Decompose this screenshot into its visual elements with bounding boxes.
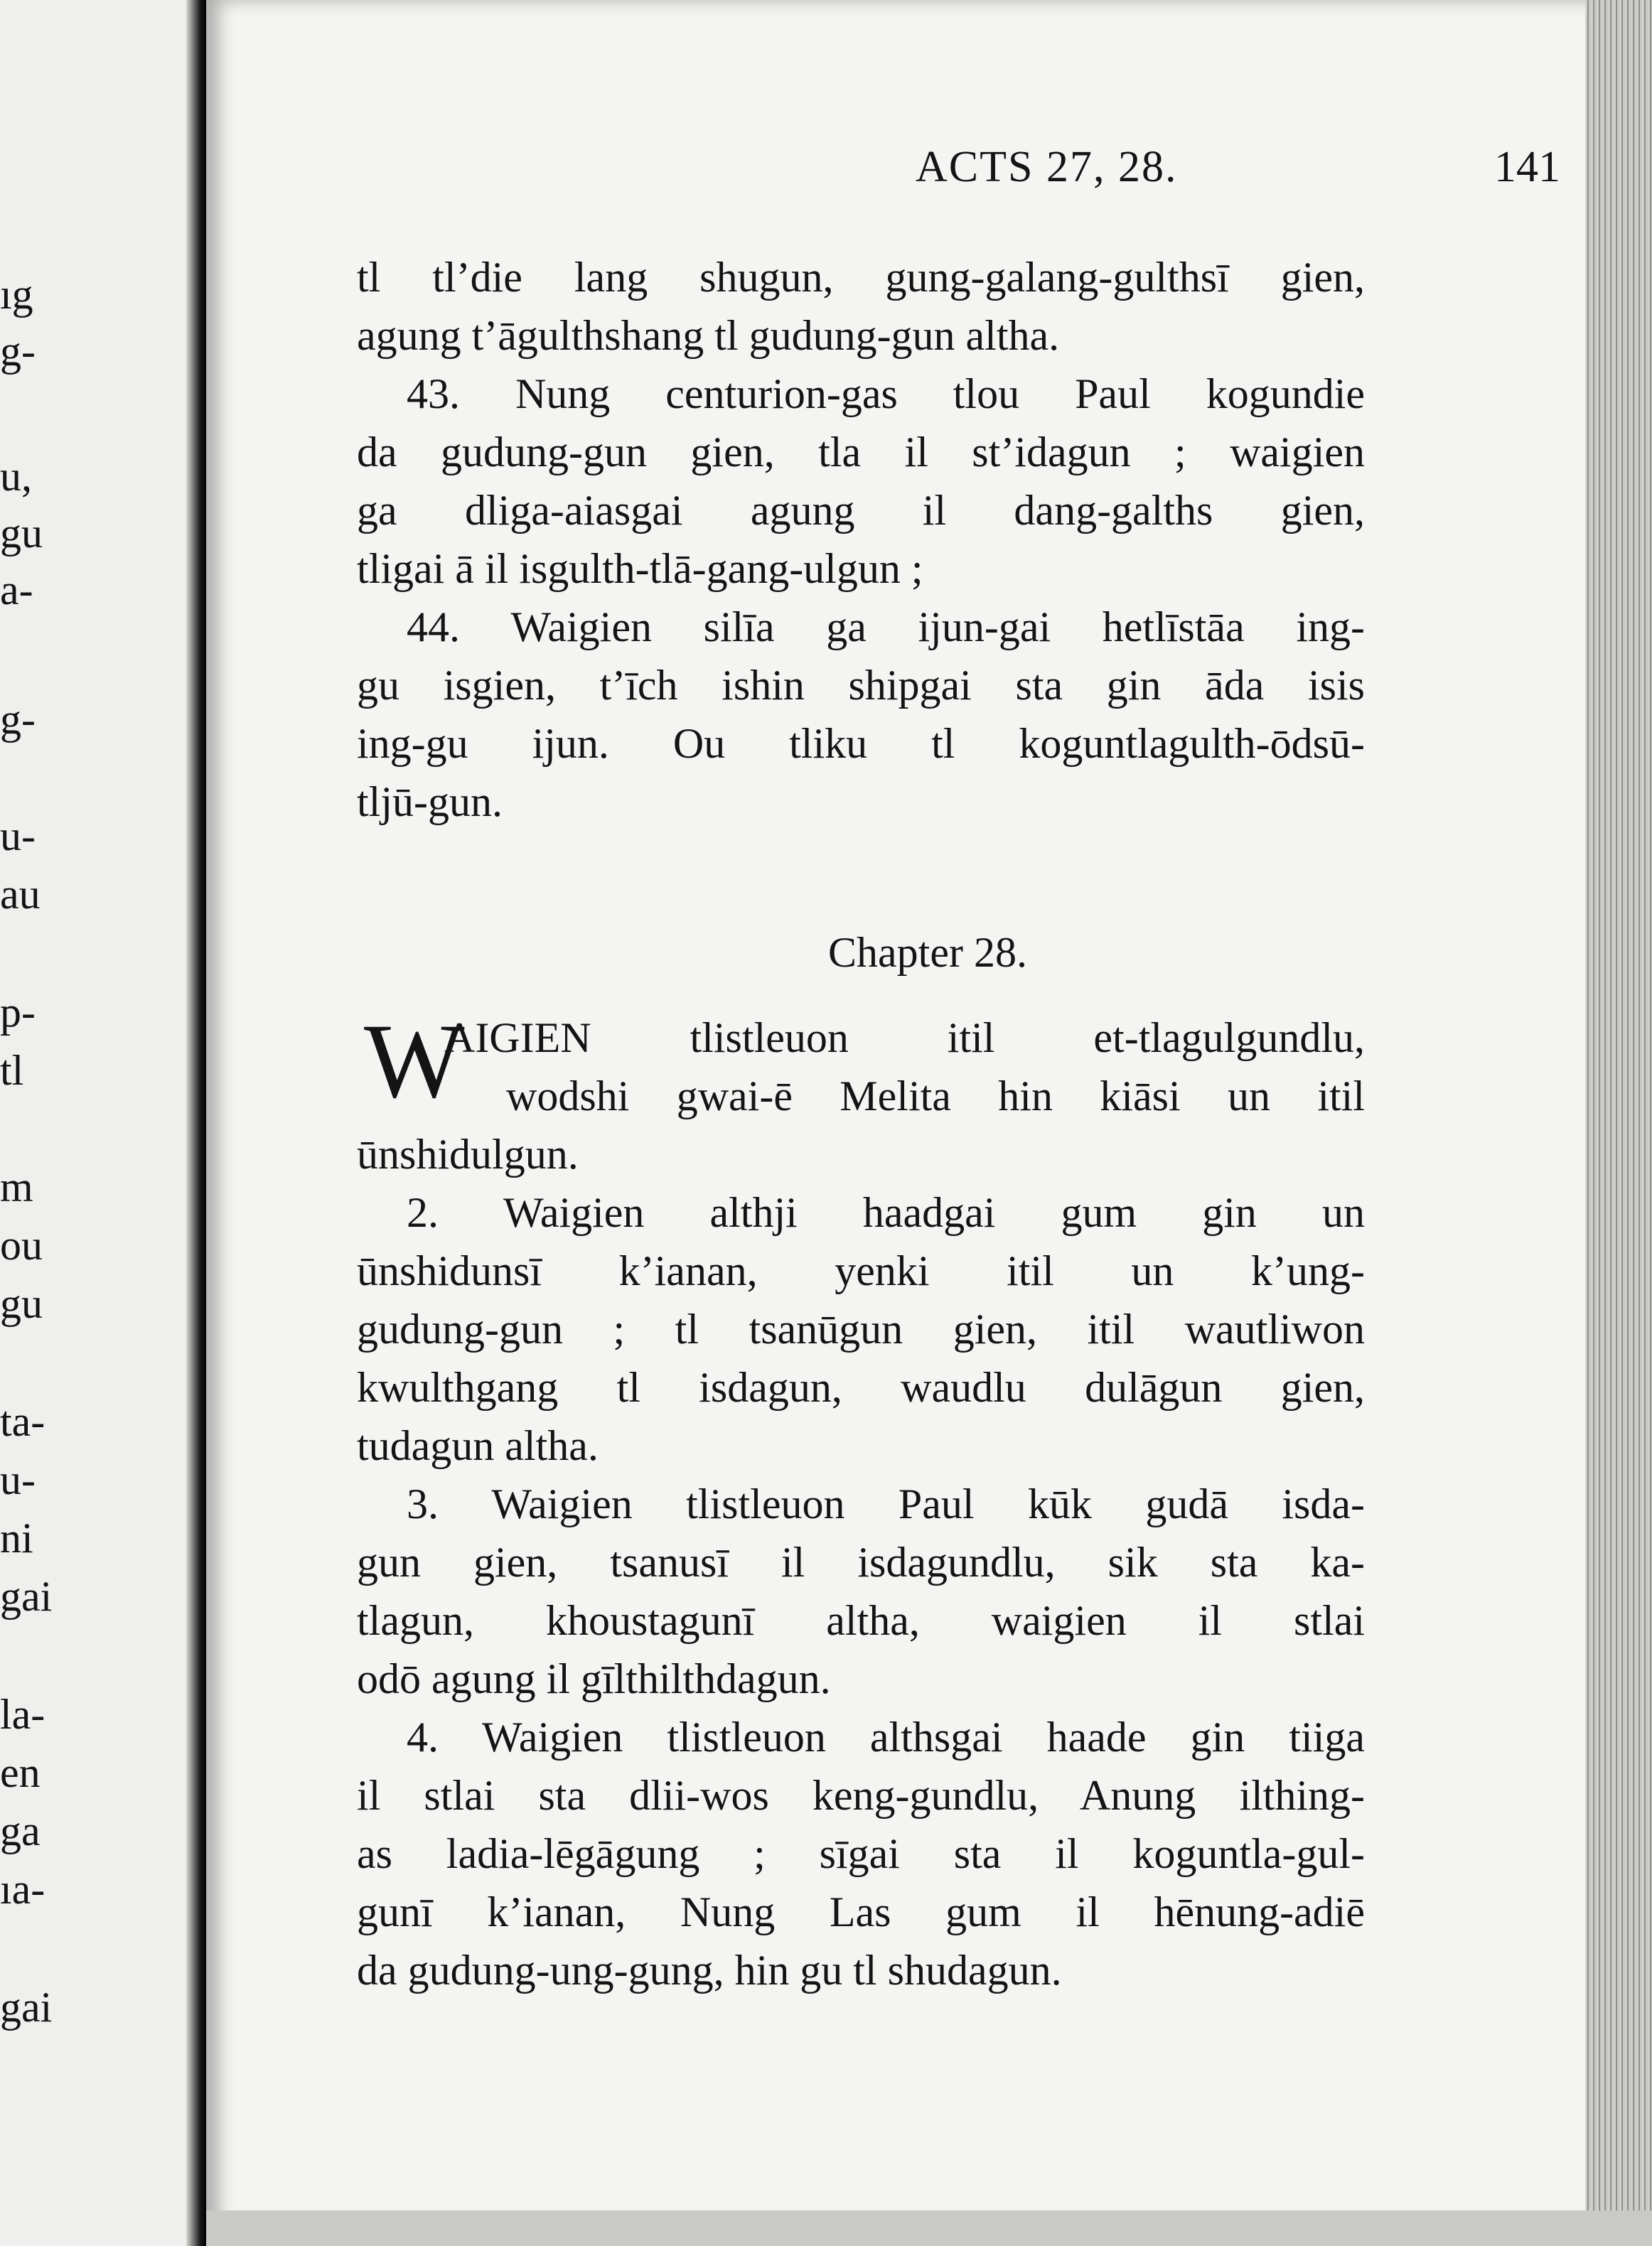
left-page-fragment: ta- — [0, 1398, 45, 1445]
left-page-fragment: ni — [0, 1515, 33, 1562]
verse-2-line: 2. Waigien althji haadgai gum gin un — [407, 1189, 1365, 1236]
bottom-margin-strip — [206, 2210, 1652, 2246]
left-page-fragment: gai — [0, 1573, 53, 1620]
text-line: ūnshidulgun. — [357, 1131, 579, 1178]
book-gutter — [186, 0, 206, 2246]
text-line: gudung-gun ; tl tsanūgun gien, itil wautliwon — [357, 1306, 1365, 1353]
text-line: agung t’āgulthshang tl gudung-gun altha. — [357, 312, 1060, 359]
text-line: AIGIEN tlistleuon itil et-tlagulgundlu, — [444, 1014, 1365, 1061]
text-line: as ladia-lēgāgung ; sīgai sta il koguntla-gul- — [357, 1830, 1365, 1877]
verse-3-line: 3. Waigien tlistleuon Paul kūk gudā isda- — [407, 1481, 1365, 1527]
left-page-fragment: la- — [0, 1691, 45, 1738]
left-page-fragment: m — [0, 1164, 33, 1210]
text-line: odō agung il gīlthilthdagun. — [357, 1655, 831, 1702]
running-head: ACTS 27, 28. — [916, 143, 1178, 191]
left-page-fragment: en — [0, 1749, 41, 1796]
text-line: ing-gu ijun. Ou tliku tl koguntlagulth-ōdsū- — [357, 720, 1365, 767]
left-page-fragment: gu — [0, 1280, 43, 1327]
text-line: ga dliga-aiasgai agung il dang-galths gien, — [357, 487, 1365, 534]
left-page-fragment: gu — [0, 510, 43, 557]
left-page-fragment: tl — [0, 1047, 24, 1094]
left-page-fragment: u- — [0, 812, 36, 859]
left-facing-page — [0, 0, 192, 2246]
text-line: da gudung-gun gien, tla il st’idagun ; waigien — [357, 429, 1365, 475]
text-line: da gudung-ung-gung, hin gu tl shudagun. — [357, 1947, 1062, 1994]
page-number: 141 — [1494, 143, 1560, 191]
text-line: il stlai sta dlii-wos keng-gundlu, Anung ilthing- — [357, 1772, 1365, 1819]
left-page-fragment: u, — [0, 453, 32, 500]
text-line: gu isgien, t’īch ishin shipgai sta gin āda isis — [357, 662, 1365, 709]
left-page-fragment: gai — [0, 1984, 53, 2031]
left-page-fragment: g- — [0, 696, 36, 743]
left-page-fragment: u- — [0, 1456, 36, 1503]
drop-cap: W — [364, 1002, 465, 1120]
left-page-fragment: g- — [0, 328, 36, 375]
text-line: tljū-gun. — [357, 778, 503, 825]
left-page-fragment: ıa- — [0, 1866, 45, 1913]
chapter-heading: Chapter 28. — [828, 929, 1027, 976]
verse-44-line: 44. Waigien silīa ga ijun-gai hetlīstāa ing- — [407, 603, 1365, 650]
text-line: tlagun, khoustagunī altha, waigien il stlai — [357, 1597, 1365, 1644]
left-page-fragment: a- — [0, 566, 33, 613]
left-page-fragment: ıg — [0, 271, 33, 318]
text-line: ūnshidunsī k’ianan, yenki itil un k’ung- — [357, 1247, 1365, 1294]
text-line: tudagun altha. — [357, 1422, 599, 1469]
text-line: wodshi gwai-ē Melita hin kiāsi un itil — [506, 1073, 1365, 1119]
left-page-fragment: ou — [0, 1222, 43, 1269]
text-line: gun gien, tsanusī il isdagundlu, sik sta ka- — [357, 1539, 1365, 1586]
text-line: gunī k’ianan, Nung Las gum il hēnung-adiē — [357, 1888, 1365, 1935]
left-page-fragment: p- — [0, 989, 36, 1036]
text-line: tl tl’die lang shugun, gung-galang-gulthsī gien, — [357, 254, 1365, 301]
left-page-fragment: ga — [0, 1807, 41, 1854]
left-page-fragment: au — [0, 871, 41, 918]
text-line: tligai ā il isgulth-tlā-gang-ulgun ; — [357, 545, 923, 592]
page-edges — [1585, 0, 1652, 2246]
text-line: kwulthgang tl isdagun, waudlu dulāgun gien, — [357, 1364, 1365, 1411]
verse-43-line: 43. Nung centurion-gas tlou Paul kogundie — [407, 370, 1365, 417]
verse-4-line: 4. Waigien tlistleuon althsgai haade gin tiiga — [407, 1714, 1365, 1761]
